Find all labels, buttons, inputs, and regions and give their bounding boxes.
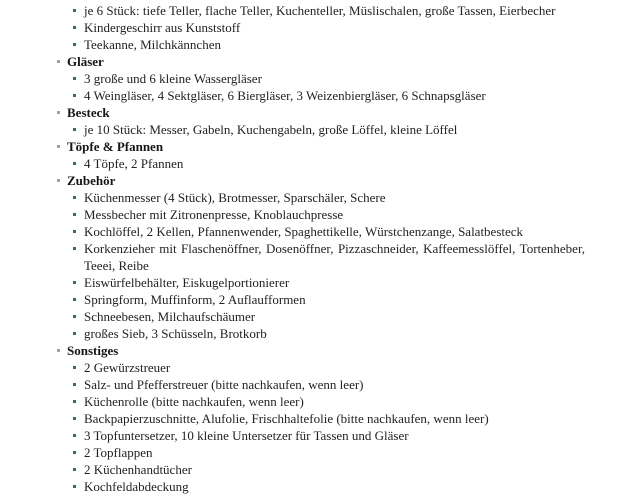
bullet-icon (73, 315, 76, 318)
bullet-icon (73, 332, 76, 335)
list-item (0, 121, 636, 138)
list-item (0, 206, 636, 223)
bullet-icon (57, 349, 60, 352)
list-item (0, 393, 636, 410)
list-item-text: Eiswürfelbehälter, Eiskugelportionierer (84, 275, 290, 290)
bullet-icon (73, 298, 76, 301)
list-item-text: Töpfe & Pfannen (67, 139, 164, 154)
list-item-text: Springform, Muffinform, 2 Auflaufformen (84, 292, 306, 307)
list-item (0, 189, 636, 206)
list-item (0, 359, 636, 376)
list-item (0, 87, 636, 104)
bullet-icon (73, 366, 76, 369)
list-item-text: Kochlöffel, 2 Kellen, Pfannenwender, Spaghettikelle, Würstchenzange, Salatbesteck (84, 224, 524, 239)
bullet-icon (73, 417, 76, 420)
list-item-text: 4 Töpfe, 2 Pfannen (84, 156, 184, 171)
bullet-icon (73, 77, 76, 80)
list-item (0, 376, 636, 393)
list-item (0, 53, 636, 70)
bullet-icon (73, 128, 76, 131)
list-item (0, 138, 636, 155)
bullet-icon (73, 247, 76, 250)
bullet-icon (73, 434, 76, 437)
bullet-icon (73, 485, 76, 488)
list-item-text: Salz- und Pfefferstreuer (bitte nachkaufen, wenn leer) (84, 377, 364, 392)
bullet-icon (57, 179, 60, 182)
list-item (0, 70, 636, 87)
bullet-icon (73, 281, 76, 284)
bullet-icon (57, 60, 60, 63)
list-item (0, 240, 636, 274)
list-item (0, 2, 636, 19)
list-item (0, 19, 636, 36)
list-item-text: 2 Topflappen (84, 445, 153, 460)
list-item-text: großes Sieb, 3 Schüsseln, Brotkorb (84, 326, 267, 341)
list-item (0, 461, 636, 478)
bullet-icon (73, 230, 76, 233)
list-item (0, 104, 636, 121)
list-item-text: 4 Weingläser, 4 Sektgläser, 6 Biergläser, 3 Weizenbiergläser, 6 Schnapsgläser (84, 88, 486, 103)
bullet-icon (73, 468, 76, 471)
list-item-text: 2 Küchenhandtücher (84, 462, 192, 477)
list-item-text: Küchenrolle (bitte nachkaufen, wenn leer) (84, 394, 304, 409)
bullet-icon (73, 451, 76, 454)
list-item-text: Messbecher mit Zitronenpresse, Knoblauchpresse (84, 207, 344, 222)
list-item-text: Teekanne, Milchkännchen (84, 37, 221, 52)
list-item (0, 36, 636, 53)
list-item-text: Besteck (67, 105, 110, 120)
list-item-text: Backpapierzuschnitte, Alufolie, Frischhaltefolie (bitte nachkaufen, wenn leer) (84, 411, 489, 426)
list-item (0, 325, 636, 342)
list-item-text: Gläser (67, 54, 104, 69)
list-item-text: Korkenzieher mit Flaschenöffner, Dosenöffner, Pizzaschneider, Kaffeemesslöffel, Tortenheber, Teeei, Reibe (84, 241, 585, 273)
bullet-icon (57, 145, 60, 148)
list-item (0, 342, 636, 359)
list-item-text: Sonstiges (67, 343, 119, 358)
list-item-text: je 10 Stück: Messer, Gabeln, Kuchengabeln, große Löffel, kleine Löffel (84, 122, 458, 137)
list-item (0, 274, 636, 291)
list-item (0, 478, 636, 495)
inventory-list (0, 2, 636, 495)
bullet-icon (73, 383, 76, 386)
bullet-icon (73, 196, 76, 199)
bullet-icon (73, 400, 76, 403)
bullet-icon (73, 43, 76, 46)
bullet-icon (73, 9, 76, 12)
list-item-text: Kindergeschirr aus Kunststoff (84, 20, 241, 35)
list-item-text: je 6 Stück: tiefe Teller, flache Teller, Kuchenteller, Müslischalen, große Tassen, Eierbecher (84, 3, 556, 18)
list-item-text: Kochfeldabdeckung (84, 479, 189, 494)
list-item-text: Küchenmesser (4 Stück), Brotmesser, Sparschäler, Schere (84, 190, 386, 205)
list-item (0, 427, 636, 444)
list-item (0, 308, 636, 325)
bullet-icon (73, 26, 76, 29)
bullet-icon (73, 213, 76, 216)
list-item-text: Zubehör (67, 173, 116, 188)
list-item-text: 3 Topfuntersetzer, 10 kleine Untersetzer für Tassen und Gläser (84, 428, 409, 443)
bullet-icon (73, 94, 76, 97)
list-item-text: Schneebesen, Milchaufschäumer (84, 309, 256, 324)
list-item (0, 291, 636, 308)
bullet-icon (57, 111, 60, 114)
list-item (0, 155, 636, 172)
list-item-text: 2 Gewürzstreuer (84, 360, 171, 375)
list-item (0, 223, 636, 240)
list-item (0, 172, 636, 189)
list-item-text: 3 große und 6 kleine Wassergläser (84, 71, 262, 86)
bullet-icon (73, 162, 76, 165)
list-item (0, 410, 636, 427)
list-item (0, 444, 636, 461)
